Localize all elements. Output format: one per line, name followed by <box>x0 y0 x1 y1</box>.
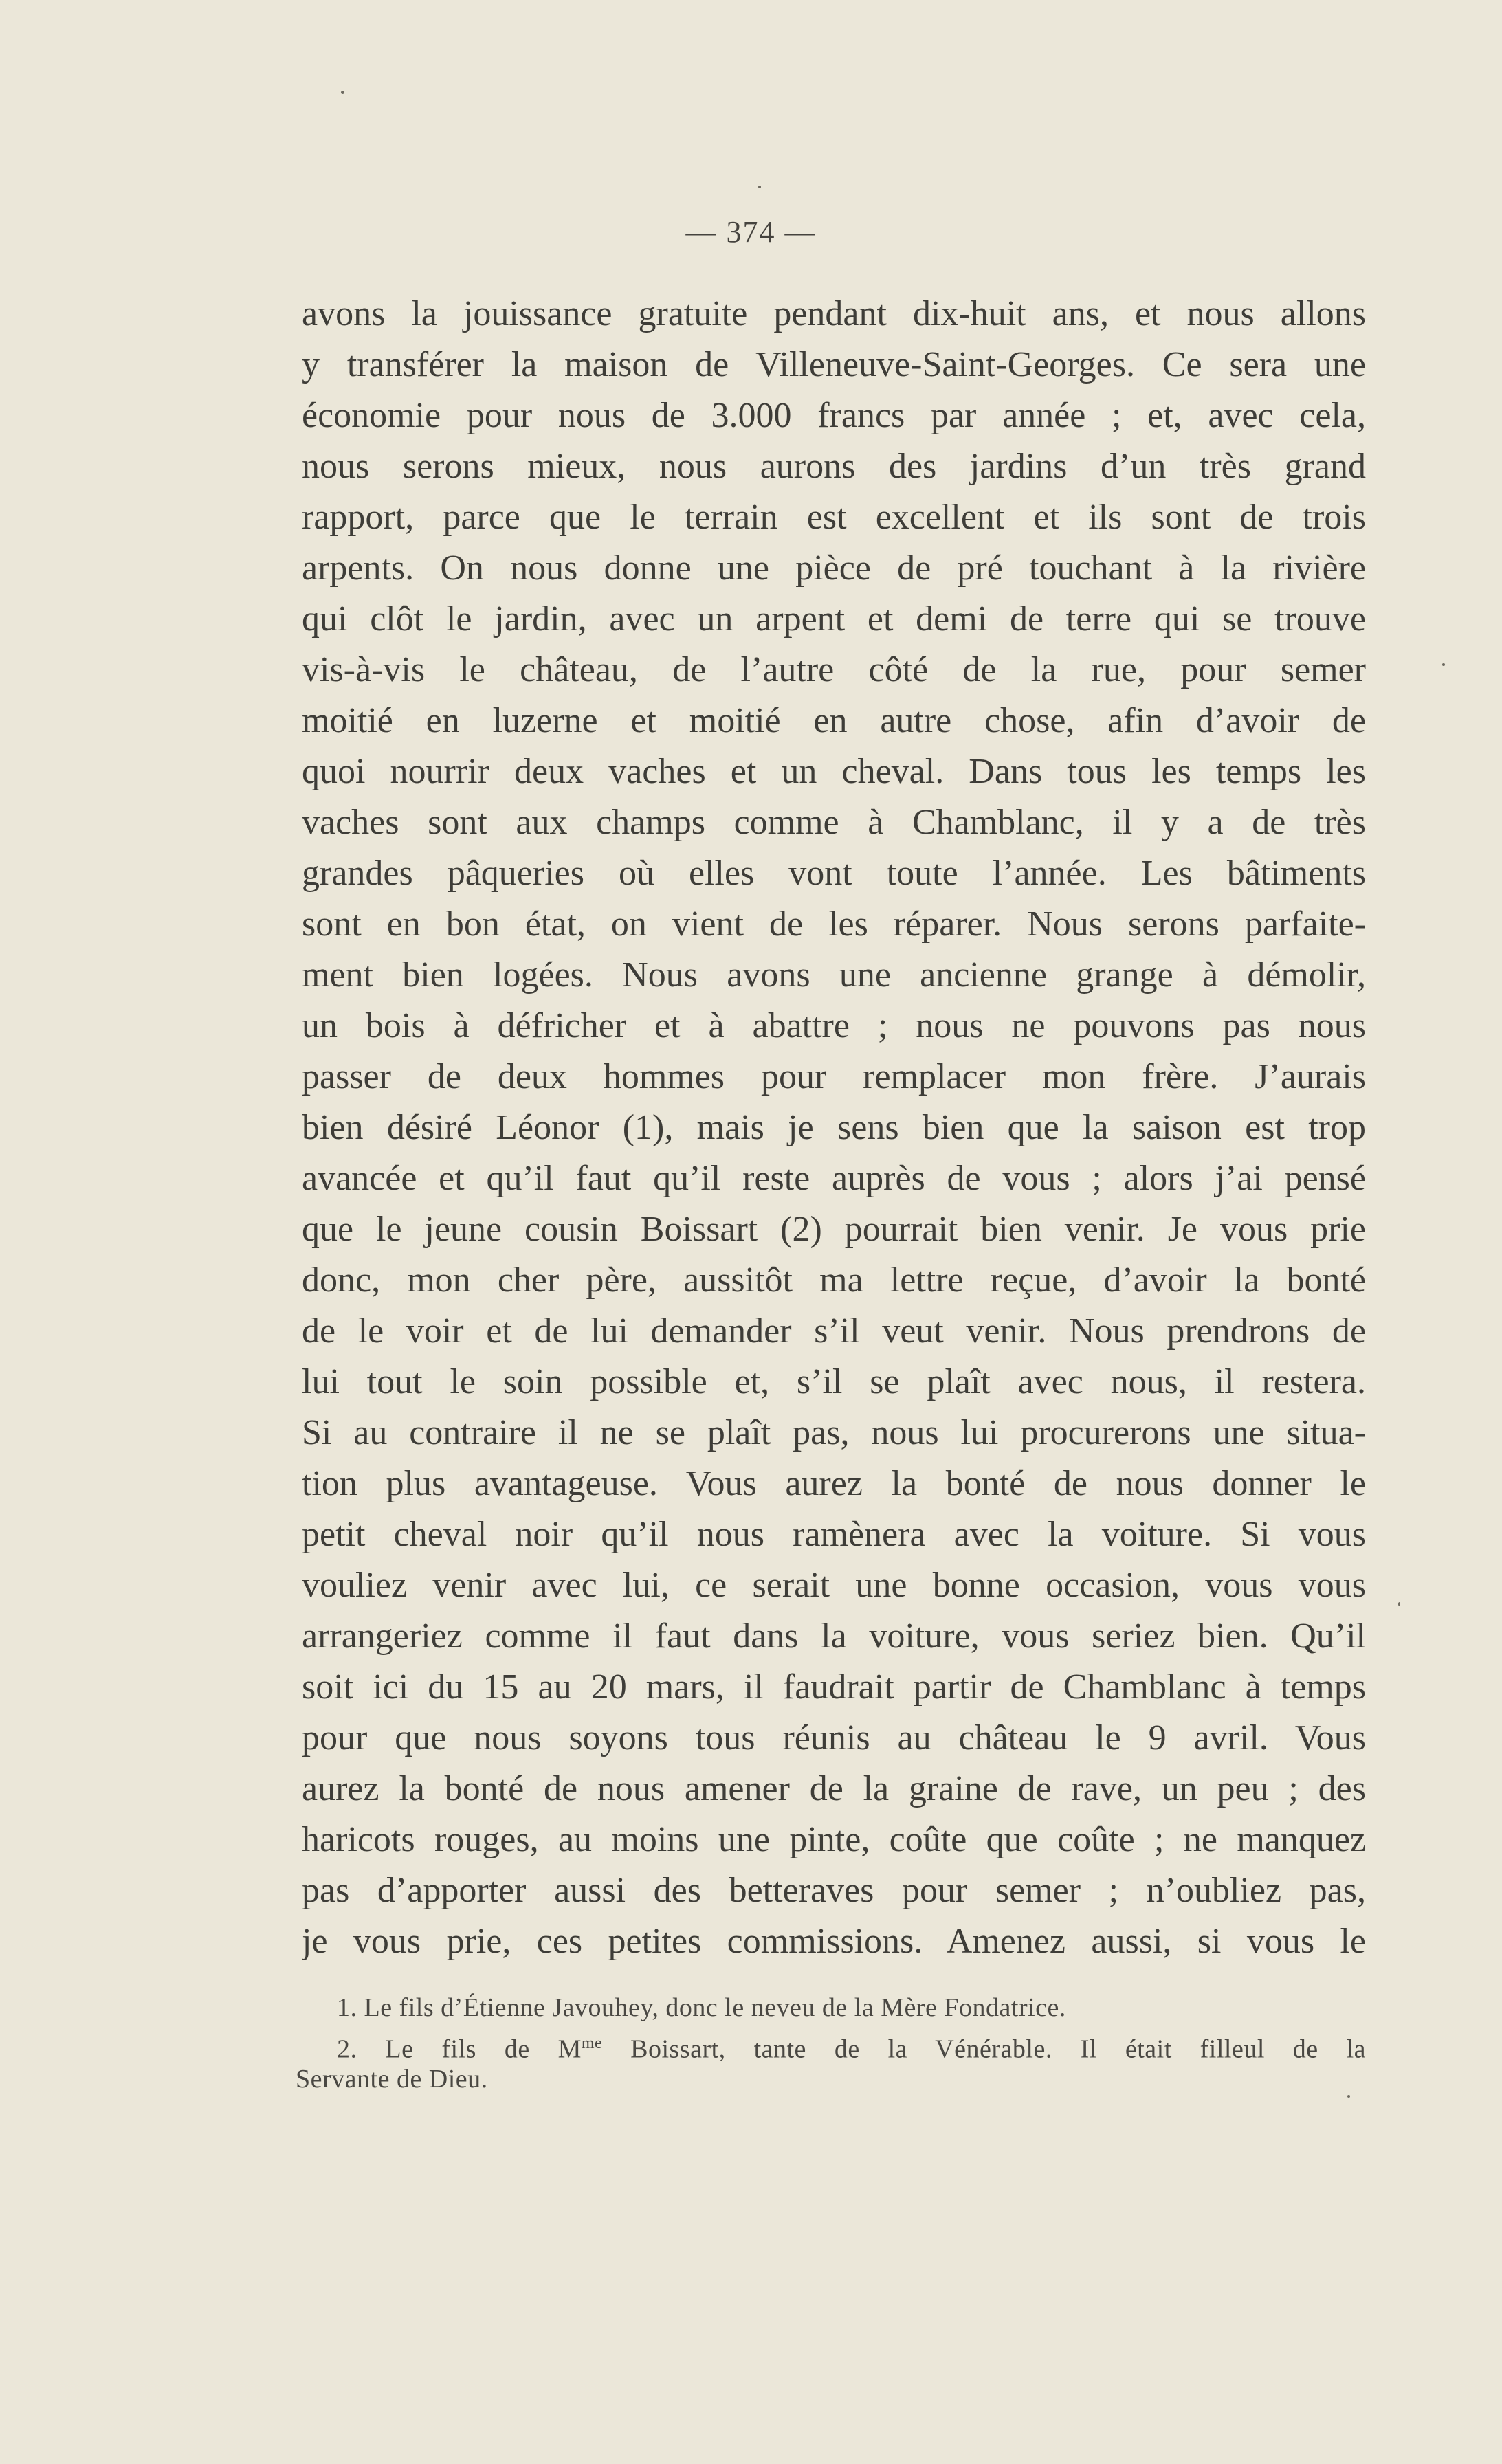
body-line: qui clôt le jardin, avec un arpent et demi de terre qui se trouve <box>302 599 1366 639</box>
body-line: bien désiré Léonor (1), mais je sens bien que la saison est trop <box>302 1108 1366 1147</box>
body-line: rapport, parce que le terrain est excellent et ils sont de trois <box>302 498 1366 537</box>
body-line: économie pour nous de 3.000 francs par année ; et, avec cela, <box>302 396 1366 435</box>
paper-speck <box>1347 2095 1350 2098</box>
paper-speck <box>758 186 761 188</box>
body-line: petit cheval noir qu’il nous ramènera avec la voiture. Si vous <box>302 1515 1366 1554</box>
body-line: avancée et qu’il faut qu’il reste auprès de vous ; alors j’ai pensé <box>302 1159 1366 1198</box>
body-line: moitié en luzerne et moitié en autre chose, afin d’avoir de <box>302 701 1366 740</box>
page-number: — 374 — <box>685 215 817 249</box>
body-line: pour que nous soyons tous réunis au château le 9 avril. Vous <box>302 1718 1366 1757</box>
body-line: sont en bon état, on vient de les réparer. Nous serons parfaite- <box>302 904 1366 944</box>
body-line: de le voir et de lui demander s’il veut venir. Nous prendrons de <box>302 1311 1366 1351</box>
paper-speck <box>1442 663 1445 666</box>
body-line: quoi nourrir deux vaches et un cheval. Dans tous les temps les <box>302 752 1366 791</box>
body-line: soit ici du 15 au 20 mars, il faudrait partir de Chamblanc à temps <box>302 1667 1366 1707</box>
paper-speck <box>341 91 344 94</box>
body-line: ment bien logées. Nous avons une ancienne grange à démolir, <box>302 955 1366 995</box>
footnote-2-continuation: Servante de Dieu. <box>296 2065 488 2094</box>
body-line: donc, mon cher père, aussitôt ma lettre reçue, d’avoir la bonté <box>302 1261 1366 1300</box>
body-line: passer de deux hommes pour remplacer mon frère. J’aurais <box>302 1057 1366 1096</box>
paper-speck <box>1398 1602 1400 1606</box>
footnote-2-text-cont: Boissart, tante de la Vénérable. Il était filleul de la <box>602 2034 1366 2061</box>
footnote-1: 1. Le fils d’Étienne Javouhey, donc le neveu de la Mère Fondatrice. <box>337 1993 1066 2022</box>
body-line: haricots rouges, au moins une pinte, coûte que coûte ; ne manquez <box>302 1820 1366 1859</box>
footnote-2 <box>296 2025 1366 2061</box>
body-line: avons la jouissance gratuite pendant dix-huit ans, et nous allons <box>302 294 1366 333</box>
body-line: arrangeriez comme il faut dans la voiture, vous seriez bien. Qu’il <box>302 1617 1366 1656</box>
body-text <box>302 289 1366 1967</box>
footnote-2-superscript: me <box>581 2034 603 2052</box>
body-line: arpents. On nous donne une pièce de pré touchant à la rivière <box>302 548 1366 588</box>
body-line: vaches sont aux champs comme à Chamblanc, il y a de très <box>302 803 1366 842</box>
body-line: aurez la bonté de nous amener de la graine de rave, un peu ; des <box>302 1769 1366 1808</box>
footnotes <box>296 1990 1366 2097</box>
body-line: tion plus avantageuse. Vous aurez la bonté de nous donner le <box>302 1464 1366 1503</box>
body-line: vouliez venir avec lui, ce serait une bonne occasion, vous vous <box>302 1566 1366 1605</box>
body-line: nous serons mieux, nous aurons des jardins d’un très grand <box>302 447 1366 486</box>
body-line: lui tout le soin possible et, s’il se plaît avec nous, il restera. <box>302 1362 1366 1401</box>
body-line: je vous prie, ces petites commissions. Amenez aussi, si vous le <box>302 1922 1366 1961</box>
body-line: vis-à-vis le château, de l’autre côté de la rue, pour semer <box>302 650 1366 689</box>
body-line: un bois à défricher et à abattre ; nous ne pouvons pas nous <box>302 1006 1366 1045</box>
body-line: pas d’apporter aussi des betteraves pour semer ; n’oubliez pas, <box>302 1871 1366 1910</box>
body-line: Si au contraire il ne se plaît pas, nous lui procurerons une situa- <box>302 1413 1366 1452</box>
body-line: grandes pâqueries où elles vont toute l’année. Les bâtiments <box>302 854 1366 893</box>
body-line: y transférer la maison de Villeneuve-Saint-Georges. Ce sera une <box>302 345 1366 384</box>
body-line: que le jeune cousin Boissart (2) pourrait bien venir. Je vous prie <box>302 1210 1366 1249</box>
footnote-2-text: 2. Le fils de M <box>337 2034 582 2061</box>
